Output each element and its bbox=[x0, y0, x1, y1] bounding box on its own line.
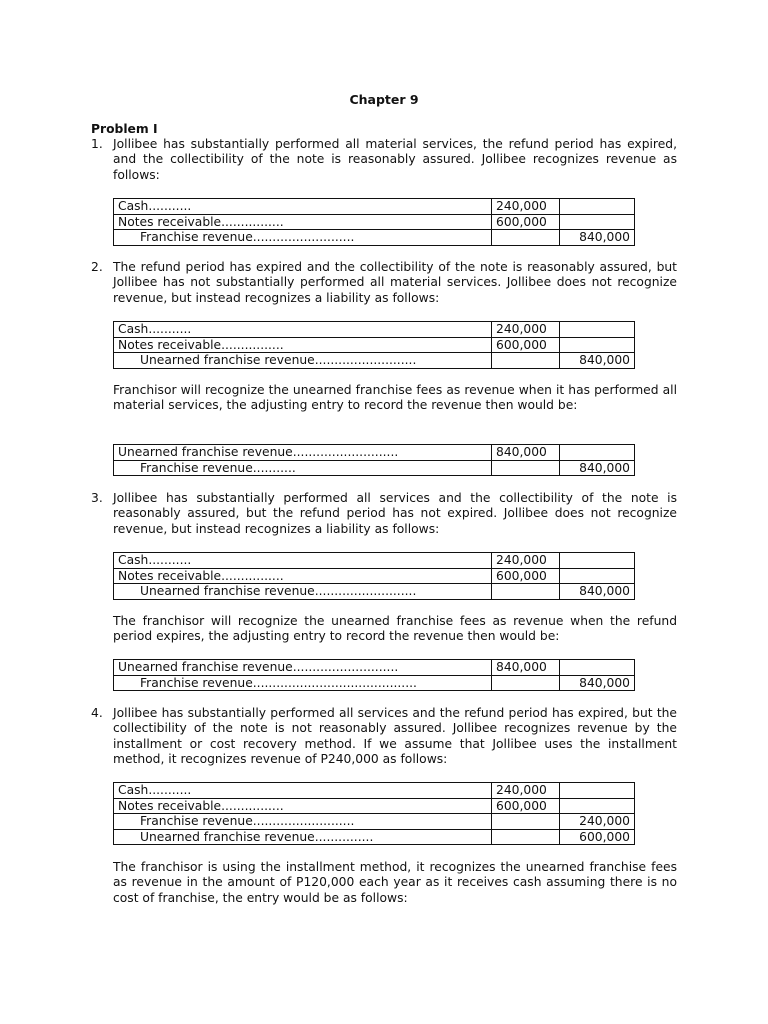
table-row bbox=[114, 553, 635, 569]
account-cell: Unearned franchise revenue........................... bbox=[114, 660, 492, 676]
account-cell: Notes receivable................ bbox=[114, 337, 492, 353]
debit-cell: 600,000 bbox=[492, 214, 560, 230]
credit-cell bbox=[560, 783, 635, 799]
account-cell: Unearned franchise revenue........................... bbox=[114, 445, 492, 461]
account-cell: Franchise revenue........... bbox=[114, 460, 492, 476]
account-cell: Franchise revenue.......................... bbox=[114, 814, 492, 830]
table-row bbox=[114, 445, 635, 461]
table-row bbox=[114, 829, 635, 845]
chapter-title: Chapter 9 bbox=[349, 92, 419, 107]
account-cell: Cash........... bbox=[114, 783, 492, 799]
account-cell: Franchise revenue.......................................... bbox=[114, 675, 492, 691]
table-row bbox=[114, 584, 635, 600]
credit-cell bbox=[560, 553, 635, 569]
credit-cell: 240,000 bbox=[560, 814, 635, 830]
account-cell: Notes receivable................ bbox=[114, 798, 492, 814]
debit-cell bbox=[492, 584, 560, 600]
debit-cell: 600,000 bbox=[492, 568, 560, 584]
debit-cell bbox=[492, 230, 560, 246]
credit-cell bbox=[560, 660, 635, 676]
table-row bbox=[114, 660, 635, 676]
journal-entry-table-1 bbox=[113, 198, 635, 246]
table-row bbox=[114, 798, 635, 814]
debit-cell bbox=[492, 353, 560, 369]
credit-cell: 840,000 bbox=[560, 230, 635, 246]
account-cell: Notes receivable................ bbox=[114, 568, 492, 584]
table-row bbox=[114, 214, 635, 230]
credit-cell bbox=[560, 568, 635, 584]
credit-cell bbox=[560, 798, 635, 814]
credit-cell: 840,000 bbox=[560, 353, 635, 369]
credit-cell bbox=[560, 199, 635, 215]
credit-cell bbox=[560, 337, 635, 353]
item-text: The refund period has expired and the collectibility of the note is reasonably assured, but Jollibee has not substantially performed all material services. Jollibee does not recognize revenue, but instead recognizes a liability as follows: bbox=[113, 260, 677, 305]
table-row bbox=[114, 199, 635, 215]
account-cell: Franchise revenue.......................... bbox=[114, 230, 492, 246]
credit-cell: 840,000 bbox=[560, 675, 635, 691]
problem-heading: Problem I bbox=[91, 122, 158, 136]
table-row bbox=[114, 353, 635, 369]
debit-cell: 240,000 bbox=[492, 783, 560, 799]
credit-cell: 840,000 bbox=[560, 460, 635, 476]
item-2-note: Franchisor will recognize the unearned franchise fees as revenue when it has performed all material services, the adjusting entry to record the revenue then would be: bbox=[113, 383, 677, 413]
table-row bbox=[114, 675, 635, 691]
item-number: 2. bbox=[91, 260, 103, 274]
account-cell: Cash........... bbox=[114, 199, 492, 215]
account-cell: Unearned franchise revenue............... bbox=[114, 829, 492, 845]
credit-cell bbox=[560, 445, 635, 461]
journal-entry-table-3 bbox=[113, 552, 635, 600]
account-cell: Unearned franchise revenue.......................... bbox=[114, 584, 492, 600]
item-text: Jollibee has substantially performed all material services, the refund period has expired, and the collectibility of the note is reasonably assured. Jollibee recognizes revenue as follows: bbox=[113, 137, 677, 182]
debit-cell: 600,000 bbox=[492, 798, 560, 814]
table-row bbox=[114, 322, 635, 338]
journal-entry-table-2b bbox=[113, 444, 635, 476]
debit-cell bbox=[492, 829, 560, 845]
debit-cell bbox=[492, 675, 560, 691]
table-row bbox=[114, 783, 635, 799]
account-cell: Cash........... bbox=[114, 322, 492, 338]
item-4-note: The franchisor is using the installment method, it recognizes the unearned franchise fees as revenue in the amount of P120,000 each year as it receives cash assuming there is no cost of franchise, the entry would be as follows: bbox=[113, 860, 677, 905]
account-cell: Unearned franchise revenue.......................... bbox=[114, 353, 492, 369]
journal-entry-table-3b bbox=[113, 659, 635, 691]
item-number: 4. bbox=[91, 706, 103, 720]
table-row bbox=[114, 337, 635, 353]
journal-entry-table-4 bbox=[113, 782, 635, 845]
item-number: 1. bbox=[91, 137, 103, 151]
debit-cell: 240,000 bbox=[492, 199, 560, 215]
debit-cell bbox=[492, 814, 560, 830]
credit-cell bbox=[560, 214, 635, 230]
credit-cell: 840,000 bbox=[560, 584, 635, 600]
item-3-note: The franchisor will recognize the unearned franchise fees as revenue when the refund period expires, the adjusting entry to record the revenue then would be: bbox=[113, 614, 677, 644]
table-row bbox=[114, 814, 635, 830]
journal-entry-table-2 bbox=[113, 321, 635, 369]
credit-cell bbox=[560, 322, 635, 338]
debit-cell: 240,000 bbox=[492, 553, 560, 569]
item-number: 3. bbox=[91, 491, 103, 505]
table-row bbox=[114, 460, 635, 476]
table-row bbox=[114, 568, 635, 584]
debit-cell: 240,000 bbox=[492, 322, 560, 338]
debit-cell: 840,000 bbox=[492, 445, 560, 461]
item-text: Jollibee has substantially performed all services and the refund period has expired, but the collectibility of the note is not reasonably assured. Jollibee recognizes revenue by the installment or cost recovery method. If we assume that Jollibee uses the installment method, it recognizes revenue of P240,000 as follows: bbox=[113, 706, 677, 767]
account-cell: Cash........... bbox=[114, 553, 492, 569]
account-cell: Notes receivable................ bbox=[114, 214, 492, 230]
debit-cell: 840,000 bbox=[492, 660, 560, 676]
table-row bbox=[114, 230, 635, 246]
item-text: Jollibee has substantially performed all services and the collectibility of the note is reasonably assured, but the refund period has not expired. Jollibee does not recognize revenue, but instead recognizes a liability as follows: bbox=[113, 491, 677, 536]
debit-cell bbox=[492, 460, 560, 476]
credit-cell: 600,000 bbox=[560, 829, 635, 845]
debit-cell: 600,000 bbox=[492, 337, 560, 353]
